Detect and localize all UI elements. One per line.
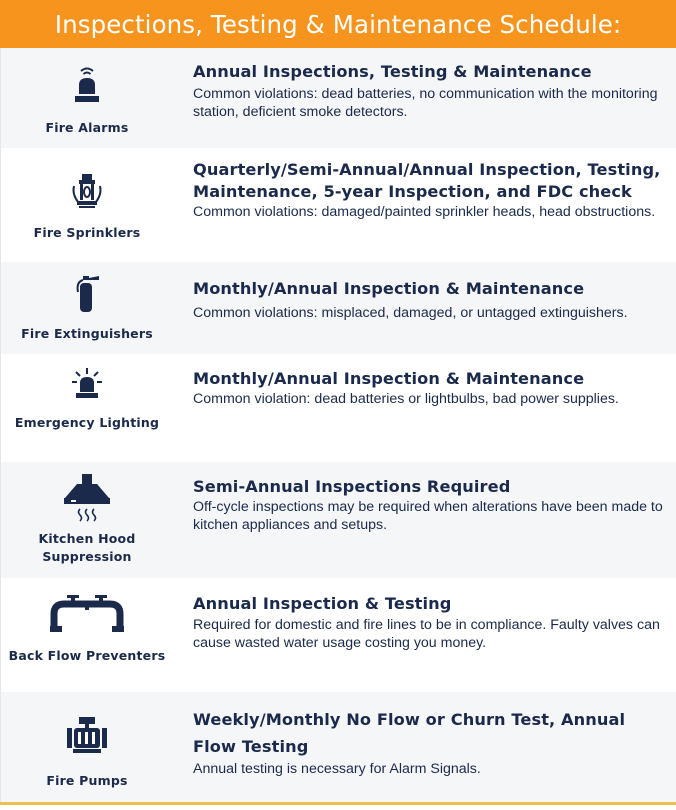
schedule-row-fire-pumps [0,692,676,802]
row-title: Semi-Annual Inspections Required [193,477,511,496]
row-description: Off-cycle inspections may be required when alterations have been made to kitchen appliances and setups. [193,499,663,533]
category-cell [1,148,173,262]
row-title: Monthly/Annual Inspection & Maintenance [193,369,585,388]
row-content [193,476,663,534]
row-content [193,593,663,652]
schedule-row-fire-sprinklers [0,148,676,262]
category-label: Fire Pumps [46,773,128,788]
schedule-row-fire-alarms [0,48,676,148]
row-content [193,278,663,322]
row-description: Annual testing is necessary for Alarm Signals. [193,761,481,777]
row-title: Annual Inspection & Testing [193,594,452,613]
category-label: Fire Alarms [45,120,129,135]
row-description: Common violations: damaged/painted sprinkler heads, head obstructions. [193,204,656,220]
fire-pump-icon [1,716,173,756]
category-label: Fire Extinguishers [21,326,153,341]
schedule-row-fire-extinguishers [0,262,676,354]
emergency-light-icon [1,366,173,402]
category-cell [1,262,173,354]
row-content [193,368,663,408]
fire-extinguisher-icon [1,274,173,314]
category-label: Kitchen Hood Suppression [38,531,136,564]
category-cell [1,462,173,578]
fire-alarm-icon [1,66,173,106]
category-label: Back Flow Preventers [8,648,166,663]
row-title: Quarterly/Semi-Annual/Annual Inspection, Testing, Maintenance, 5-year Inspection, and FDC check [193,160,661,201]
row-description: Required for domestic and fire lines to be in compliance. Faulty valves can cause wasted water usage costing you money. [193,617,660,651]
row-description: Common violations: misplaced, damaged, or untagged extinguishers. [193,305,628,321]
row-content [193,159,663,221]
bottom-divider [0,802,676,805]
category-cell [1,692,173,802]
category-cell [1,48,173,148]
row-description: Common violations: dead batteries, no communication with the monitoring station, deficient smoke detectors. [193,86,658,120]
fire-sprinkler-icon [1,172,173,212]
category-label: Emergency Lighting [14,415,160,430]
backflow-pipe-icon [1,592,173,634]
schedule-row-back-flow [0,578,676,692]
kitchen-hood-icon [1,472,173,524]
page-title: Inspections, Testing & Maintenance Schedule: [54,9,622,39]
row-description: Common violation: dead batteries or lightbulbs, bad power supplies. [193,391,619,407]
row-title: Weekly/Monthly No Flow or Churn Test, Annual Flow Testing [193,710,626,756]
row-content [193,706,663,778]
category-label: Fire Sprinklers [33,225,141,240]
schedule-row-kitchen-hood [0,462,676,578]
row-title: Annual Inspections, Testing & Maintenance [193,62,592,81]
page-header [0,0,676,48]
category-cell [1,354,173,462]
row-content [193,61,663,121]
category-cell [1,578,173,692]
row-title: Monthly/Annual Inspection & Maintenance [193,279,585,298]
schedule-row-emergency-lighting [0,354,676,462]
